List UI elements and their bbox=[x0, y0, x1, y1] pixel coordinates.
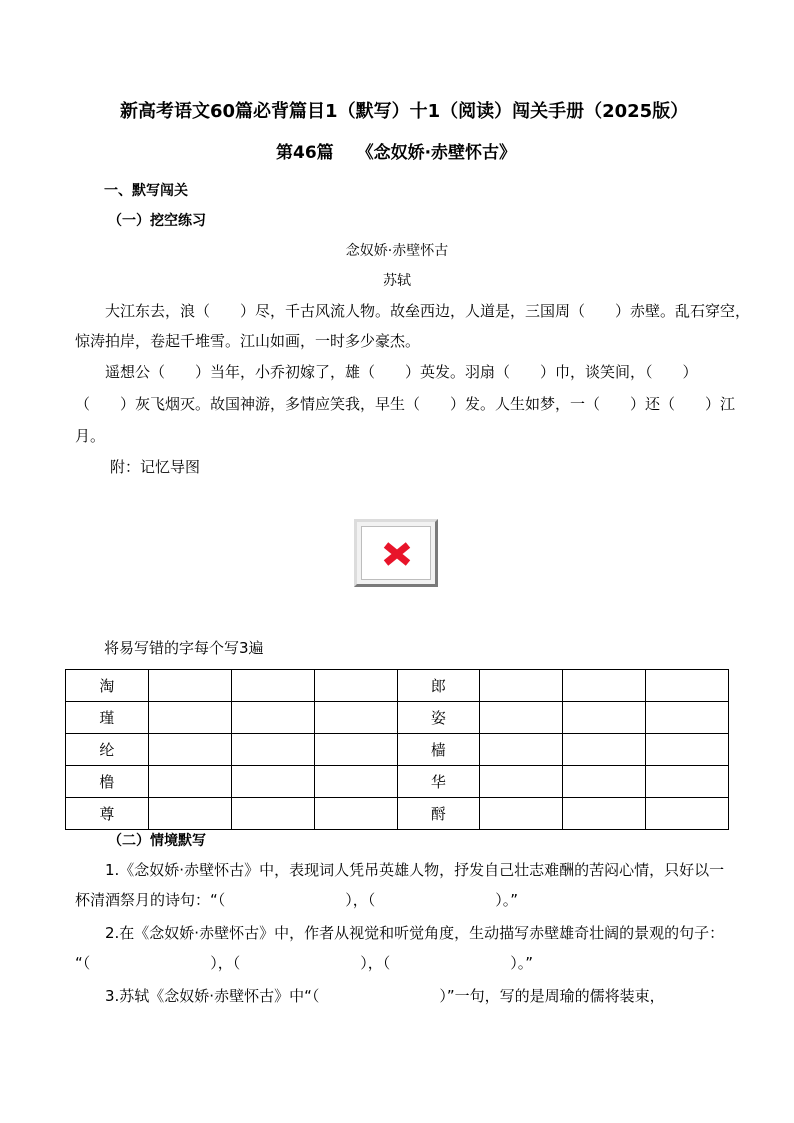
practice-cell[interactable] bbox=[480, 670, 563, 702]
practice-cell[interactable] bbox=[314, 734, 397, 766]
practice-cell[interactable] bbox=[646, 702, 729, 734]
practice-cell[interactable] bbox=[231, 766, 314, 798]
appendix-label: 附：记忆导图 bbox=[80, 458, 201, 476]
poem-line: 大江东去，浪（ ）尽，千古风流人物。故垒西边，人道是，三国周（ ）赤壁。乱石穿空， bbox=[75, 302, 751, 320]
practice-char: 尊 bbox=[66, 798, 149, 830]
practice-cell[interactable] bbox=[480, 798, 563, 830]
practice-cell[interactable] bbox=[314, 798, 397, 830]
practice-cell[interactable] bbox=[231, 702, 314, 734]
practice-char: 华 bbox=[397, 766, 480, 798]
practice-cell[interactable] bbox=[314, 702, 397, 734]
practice-cell[interactable] bbox=[480, 702, 563, 734]
poem-line: 月。 bbox=[75, 427, 106, 445]
practice-cell[interactable] bbox=[646, 734, 729, 766]
poem-author: 苏轼 bbox=[383, 273, 411, 289]
question-2-line: “（ ），（ ），（ ）。” bbox=[75, 954, 534, 972]
table-row bbox=[66, 734, 729, 766]
question-1-line: 杯清酒祭月的诗句：“（ ），（ ）。” bbox=[75, 891, 519, 909]
practice-char: 瑾 bbox=[66, 702, 149, 734]
practice-char: 酹 bbox=[397, 798, 480, 830]
practice-instruction: 将易写错的字每个写3遍 bbox=[104, 639, 264, 657]
practice-char: 淘 bbox=[66, 670, 149, 702]
practice-cell[interactable] bbox=[646, 798, 729, 830]
practice-cell[interactable] bbox=[563, 734, 646, 766]
practice-cell[interactable] bbox=[563, 670, 646, 702]
subsection-heading-fill-blank: （一）挖空练习 bbox=[108, 213, 206, 229]
practice-cell[interactable] bbox=[563, 766, 646, 798]
practice-char: 纶 bbox=[66, 734, 149, 766]
table-row bbox=[66, 670, 729, 702]
practice-char: 橹 bbox=[66, 766, 149, 798]
practice-cell[interactable] bbox=[314, 670, 397, 702]
broken-image-icon bbox=[354, 519, 438, 587]
question-2-line: 2.在《念奴娇·赤壁怀古》中，作者从视觉和听觉角度，生动描写赤壁雄奇壮阔的景观的句子： bbox=[75, 924, 725, 942]
practice-cell[interactable] bbox=[148, 798, 231, 830]
practice-cell[interactable] bbox=[231, 670, 314, 702]
practice-char: 姿 bbox=[397, 702, 480, 734]
poem-line: 惊涛拍岸，卷起千堆雪。江山如画，一时多少豪杰。 bbox=[75, 332, 421, 350]
practice-cell[interactable] bbox=[480, 734, 563, 766]
chapter-title: 第46篇 《念奴娇·赤壁怀古》 bbox=[276, 143, 517, 163]
practice-cell[interactable] bbox=[231, 798, 314, 830]
practice-cell[interactable] bbox=[563, 702, 646, 734]
question-3-line: 3.苏轼《念奴娇·赤壁怀古》中“（ ）”一句，写的是周瑜的儒将装束， bbox=[75, 987, 665, 1005]
practice-char: 樯 bbox=[397, 734, 480, 766]
practice-cell[interactable] bbox=[646, 670, 729, 702]
practice-cell[interactable] bbox=[231, 734, 314, 766]
poem-line: 遥想公（ ）当年，小乔初嫁了，雄（ ）英发。羽扇（ ）巾，谈笑间，（ ） bbox=[75, 363, 698, 381]
table-row bbox=[66, 766, 729, 798]
practice-cell[interactable] bbox=[148, 670, 231, 702]
character-practice-table bbox=[65, 669, 729, 830]
subsection-heading-context-dictation: （二）情境默写 bbox=[108, 833, 206, 849]
practice-cell[interactable] bbox=[148, 766, 231, 798]
document-title: 新高考语文60篇必背篇目1（默写）十1（阅读）闯关手册（2025版） bbox=[120, 101, 689, 122]
practice-cell[interactable] bbox=[646, 766, 729, 798]
practice-cell[interactable] bbox=[148, 702, 231, 734]
table-row bbox=[66, 702, 729, 734]
practice-cell[interactable] bbox=[563, 798, 646, 830]
section-heading-dictation: 一、默写闯关 bbox=[104, 183, 188, 199]
poem-title: 念奴娇·赤壁怀古 bbox=[345, 243, 449, 259]
practice-cell[interactable] bbox=[314, 766, 397, 798]
poem-line: （ ）灰飞烟灭。故国神游，多情应笑我，早生（ ）发。人生如梦，一（ ）还（ ）江 bbox=[75, 395, 736, 413]
table-row bbox=[66, 798, 729, 830]
practice-cell[interactable] bbox=[148, 734, 231, 766]
practice-char: 郎 bbox=[397, 670, 480, 702]
question-1-line: 1.《念奴娇·赤壁怀古》中，表现词人凭吊英雄人物，抒发自己壮志难酬的苦闷心情，只好以一 bbox=[75, 861, 725, 879]
practice-cell[interactable] bbox=[480, 766, 563, 798]
